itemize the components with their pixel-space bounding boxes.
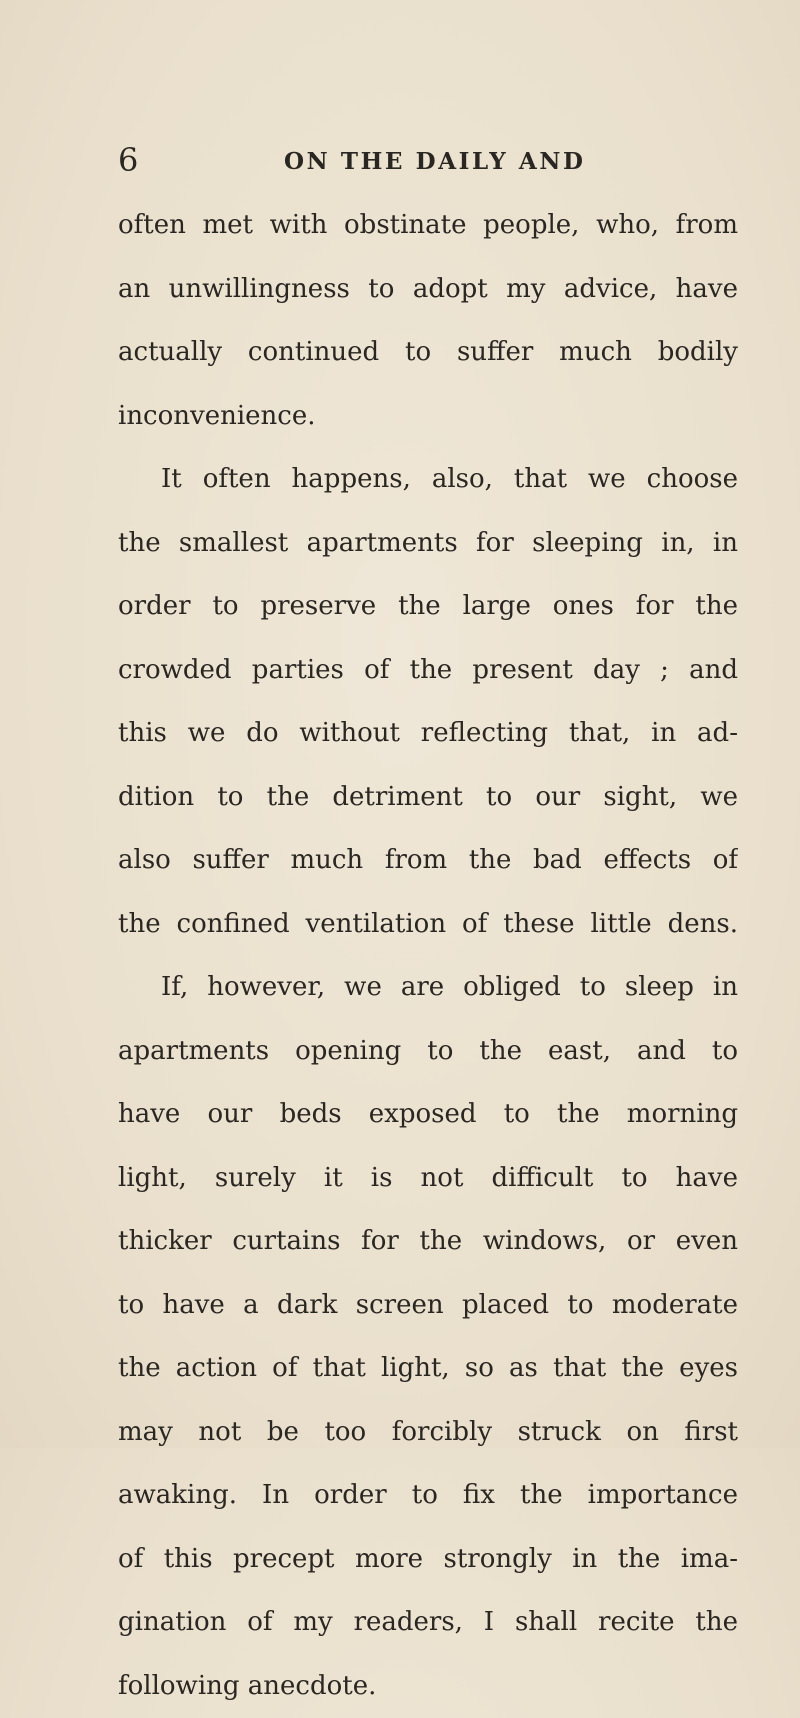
text-line: crowded parties of the present day ; and <box>118 639 738 703</box>
text-line: also suffer much from the bad effects of <box>118 829 738 893</box>
text-line: an unwillingness to adopt my advice, have <box>118 258 738 322</box>
text-line: following anecdote. <box>118 1655 738 1718</box>
text-line: awaking. In order to fix the importance <box>118 1464 738 1528</box>
text-line: apartments opening to the east, and to <box>118 1020 738 1084</box>
text-line: of this precept more strongly in the ima- <box>118 1528 738 1592</box>
text-line: order to preserve the large ones for the <box>118 575 738 639</box>
text-line: have our beds exposed to the morning <box>118 1083 738 1147</box>
text-line: light, surely it is not difficult to have <box>118 1147 738 1211</box>
running-head: ON THE DAILY AND <box>284 142 586 182</box>
text-line: gination of my readers, I shall recite the <box>118 1591 738 1655</box>
page-header <box>118 140 738 180</box>
text-line: may not be too forcibly struck on first <box>118 1401 738 1465</box>
text-line: It often happens, also, that we choose <box>118 448 738 512</box>
text-line: the action of that light, so as that the eyes <box>118 1337 738 1401</box>
text-line: to have a dark screen placed to moderate <box>118 1274 738 1338</box>
text-line: thicker curtains for the windows, or even <box>118 1210 738 1274</box>
text-line: often met with obstinate people, who, from <box>118 194 738 258</box>
body-text <box>118 194 738 1718</box>
page-number: 6 <box>118 140 138 180</box>
text-line: inconvenience. <box>118 385 738 449</box>
text-line: dition to the detriment to our sight, we <box>118 766 738 830</box>
text-line: actually continued to suffer much bodily <box>118 321 738 385</box>
text-line: If, however, we are obliged to sleep in <box>118 956 738 1020</box>
text-line: this we do without reflecting that, in ad- <box>118 702 738 766</box>
text-line: the confined ventilation of these little dens. <box>118 893 738 957</box>
text-line: the smallest apartments for sleeping in, in <box>118 512 738 576</box>
